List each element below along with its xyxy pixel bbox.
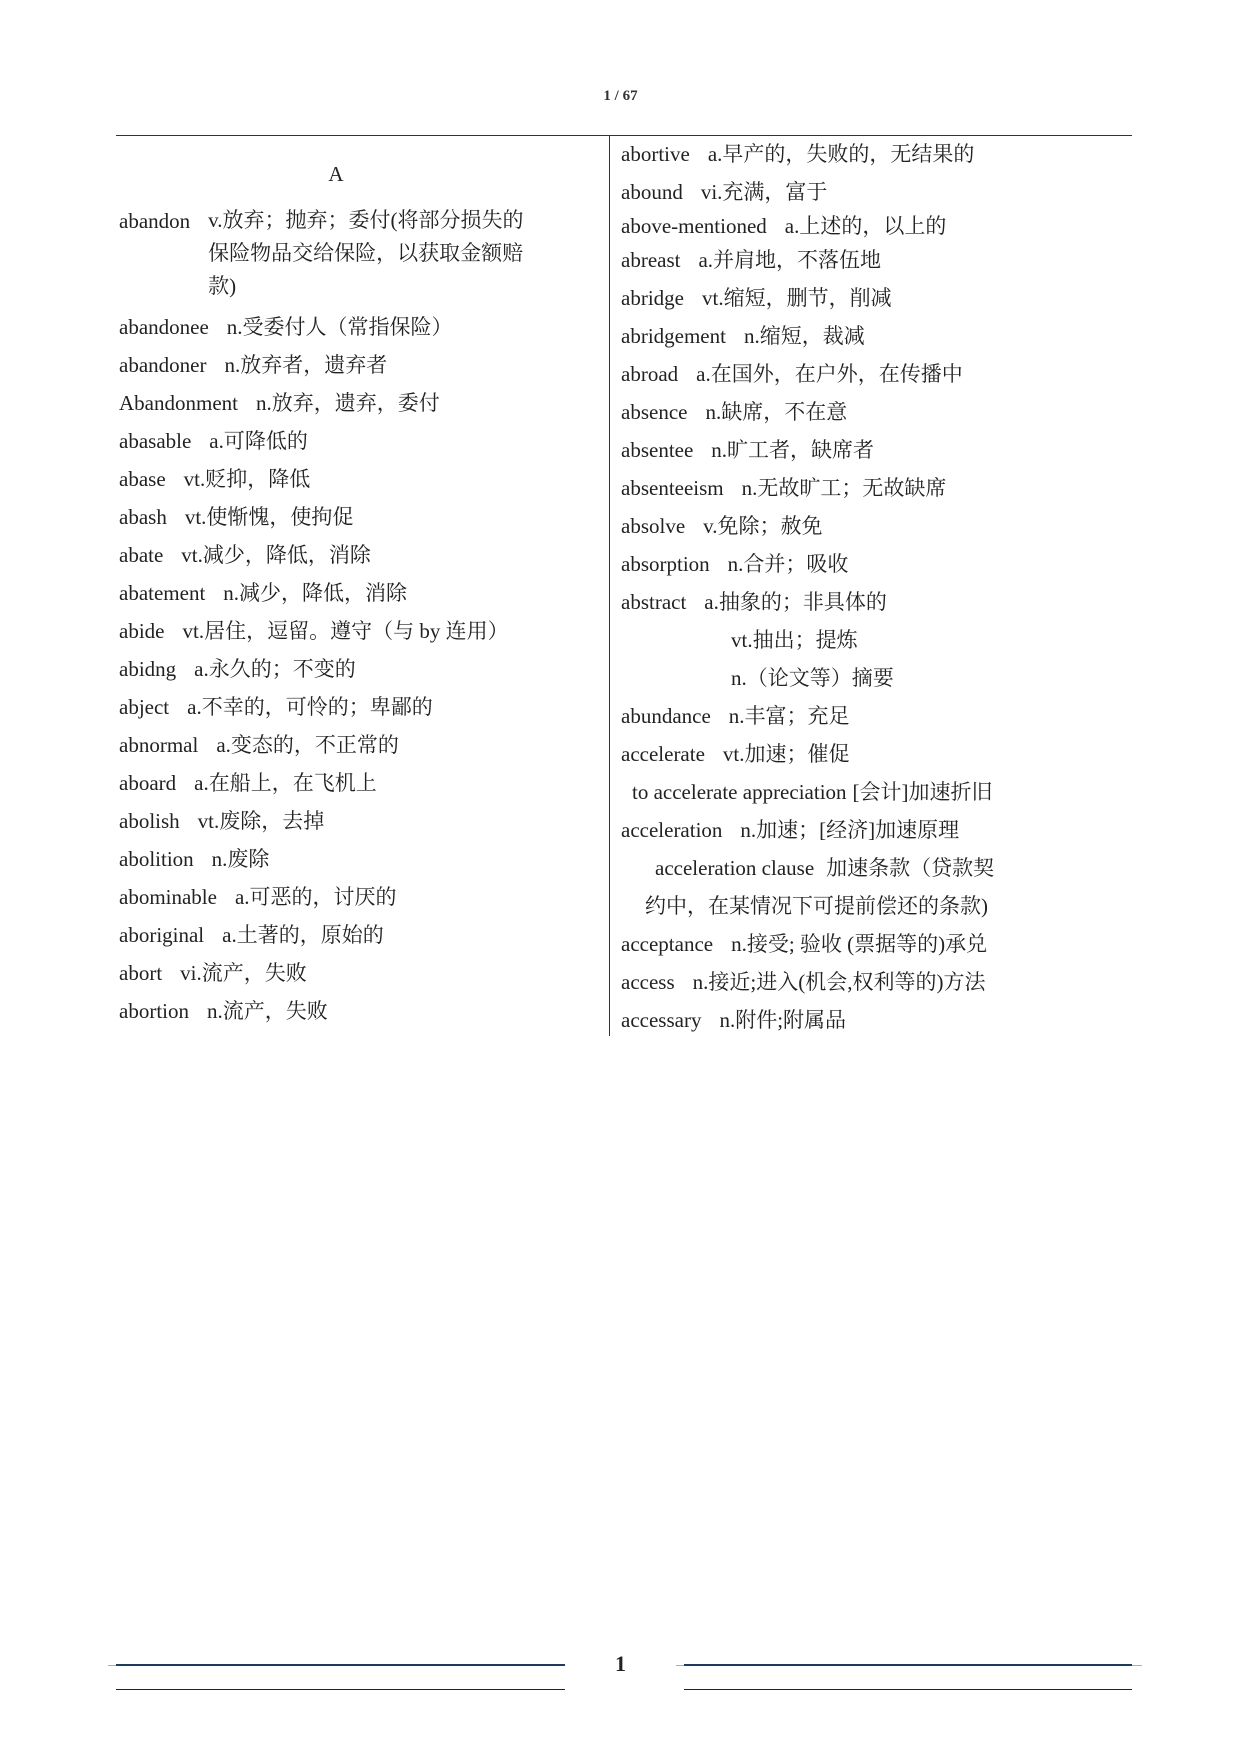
definition: vt.加速；催促 bbox=[722, 742, 850, 766]
headword: abort bbox=[119, 961, 163, 985]
dictionary-entry bbox=[621, 207, 1121, 236]
dictionary-entry bbox=[621, 849, 1121, 887]
headword: abandonee bbox=[119, 315, 209, 339]
headword: abash bbox=[119, 505, 167, 529]
definition: n.流产，失败 bbox=[206, 999, 328, 1023]
dictionary-entry bbox=[119, 916, 589, 954]
dictionary-entry bbox=[621, 735, 1121, 773]
headword: abide bbox=[119, 619, 165, 643]
headword: acceleration clause bbox=[655, 856, 815, 880]
dictionary-entry bbox=[621, 811, 1121, 849]
dictionary-entry bbox=[621, 393, 1121, 431]
definition: n.附件;附属品 bbox=[719, 1008, 847, 1032]
headword: abridgement bbox=[621, 324, 726, 348]
definition: n.减少，降低，消除 bbox=[223, 581, 408, 605]
definition: a.永久的；不变的 bbox=[194, 657, 356, 681]
headword: abortive bbox=[621, 142, 690, 166]
definition: [会计]加速折旧 bbox=[852, 780, 993, 804]
dictionary-entry bbox=[119, 688, 589, 726]
dictionary-entry bbox=[119, 954, 589, 992]
dictionary-entry bbox=[119, 840, 589, 878]
definition: a.变态的，不正常的 bbox=[216, 733, 399, 757]
headword: abandon bbox=[119, 209, 191, 233]
dictionary-entry bbox=[119, 650, 589, 688]
dictionary-entry bbox=[119, 574, 589, 612]
definition: vi.充满，富于 bbox=[700, 180, 828, 204]
definition: n.无故旷工；无故缺席 bbox=[741, 476, 947, 500]
definition: n.合并；吸收 bbox=[727, 552, 849, 576]
definition: n.缩短，裁减 bbox=[743, 324, 865, 348]
definition: n.接受; 验收 (票据等的)承兑 bbox=[731, 932, 988, 956]
definition: a.在国外，在户外，在传播中 bbox=[696, 362, 963, 386]
definition: vt.缩短，删节，削减 bbox=[701, 286, 892, 310]
dictionary-entry bbox=[119, 992, 589, 1030]
footer-rule-cap-right bbox=[1132, 1665, 1142, 1666]
dictionary-entry bbox=[119, 202, 589, 303]
dictionary-entry bbox=[621, 963, 1121, 1001]
headword: aboriginal bbox=[119, 923, 205, 947]
dictionary-entry-continuation bbox=[621, 621, 1121, 659]
headword: abate bbox=[119, 543, 164, 567]
dictionary-entry bbox=[621, 317, 1121, 355]
definition: n.放弃者，遗弃者 bbox=[224, 353, 388, 377]
headword: abundance bbox=[621, 704, 711, 728]
definition: 约中，在某情况下可提前偿还的条款) bbox=[645, 894, 988, 918]
dictionary-entry bbox=[621, 925, 1121, 963]
dictionary-entry bbox=[119, 498, 589, 536]
headword: abreast bbox=[621, 248, 681, 272]
headword: abandoner bbox=[119, 353, 207, 377]
headword: Abandonment bbox=[119, 391, 238, 415]
definition: a.土著的，原始的 bbox=[222, 923, 384, 947]
definition: n.（论文等）摘要 bbox=[731, 666, 894, 690]
dictionary-entry bbox=[621, 697, 1121, 735]
definition: a.并肩地，不落伍地 bbox=[698, 248, 882, 272]
headword: abortion bbox=[119, 999, 189, 1023]
headword: accessary bbox=[621, 1008, 702, 1032]
headword: absorption bbox=[621, 552, 710, 576]
headword: abominable bbox=[119, 885, 217, 909]
headword: absolve bbox=[621, 514, 686, 538]
headword: access bbox=[621, 970, 675, 994]
left-column bbox=[119, 155, 589, 1030]
headword: abroad bbox=[621, 362, 679, 386]
headword: abidng bbox=[119, 657, 177, 681]
footer-rule-cap-right-inner bbox=[676, 1665, 684, 1666]
definition: n.放弃，遗弃，委付 bbox=[255, 391, 440, 415]
definition: n.接近;进入(机会,权利等的)方法 bbox=[692, 970, 986, 994]
definition: v.放弃；抛弃；委付(将部分损失的保险物品交给保险，以获取金额赔款) bbox=[208, 208, 524, 298]
dictionary-entry bbox=[119, 460, 589, 498]
definition: n.加速；[经济]加速原理 bbox=[740, 818, 960, 842]
definition: n.缺席，不在意 bbox=[705, 400, 848, 424]
headword: abnormal bbox=[119, 733, 199, 757]
headword: abasable bbox=[119, 429, 192, 453]
column-divider bbox=[609, 135, 610, 1036]
headword: accelerate bbox=[621, 742, 705, 766]
dictionary-entry bbox=[621, 431, 1121, 469]
page-number: 1 bbox=[615, 1651, 626, 1676]
dictionary-entry bbox=[119, 612, 589, 650]
dictionary-entry bbox=[621, 583, 1121, 621]
dictionary-entry bbox=[119, 536, 589, 574]
dictionary-entry bbox=[119, 346, 589, 384]
definition: 加速条款（贷款契 bbox=[826, 856, 995, 880]
dictionary-entry-continuation bbox=[621, 659, 1121, 697]
headword: abridge bbox=[621, 286, 684, 310]
dictionary-entry bbox=[119, 878, 589, 916]
headword: acceleration bbox=[621, 818, 723, 842]
headword: abject bbox=[119, 695, 170, 719]
footer-rule-left-lower bbox=[116, 1689, 565, 1690]
dictionary-entry bbox=[119, 726, 589, 764]
definition: n.废除 bbox=[211, 847, 270, 871]
definition: a.不幸的，可怜的；卑鄙的 bbox=[187, 695, 433, 719]
dictionary-entry bbox=[621, 1001, 1121, 1039]
dictionary-entry bbox=[621, 173, 1121, 202]
headword: abolish bbox=[119, 809, 180, 833]
page-indicator: 1 / 67 bbox=[603, 88, 638, 104]
dictionary-entry bbox=[621, 355, 1121, 393]
dictionary-entry bbox=[621, 469, 1121, 507]
definition: vt.居住，逗留。遵守（与 by 连用） bbox=[182, 619, 509, 643]
letter-heading: A bbox=[328, 162, 344, 186]
definition: a.可恶的，讨厌的 bbox=[234, 885, 397, 909]
dictionary-entry bbox=[621, 773, 1121, 811]
headword: to accelerate appreciation bbox=[632, 780, 847, 804]
headword: above-mentioned bbox=[621, 214, 767, 238]
definition: a.抽象的；非具体的 bbox=[704, 590, 887, 614]
right-column bbox=[621, 135, 1121, 1039]
definition: a.可降低的 bbox=[209, 429, 308, 453]
definition: a.早产的，失败的，无结果的 bbox=[707, 142, 975, 166]
headword: absence bbox=[621, 400, 688, 424]
definition: n.受委付人（常指保险） bbox=[226, 315, 453, 339]
dictionary-entry-continuation bbox=[621, 887, 1121, 925]
definition: vt.减少，降低，消除 bbox=[181, 543, 371, 567]
footer-rule-right bbox=[684, 1664, 1132, 1666]
dictionary-entry bbox=[119, 384, 589, 422]
headword: acceptance bbox=[621, 932, 714, 956]
headword: abolition bbox=[119, 847, 194, 871]
headword: abatement bbox=[119, 581, 206, 605]
definition: v.免除；赦免 bbox=[703, 514, 823, 538]
dictionary-entry bbox=[119, 764, 589, 802]
headword: absentee bbox=[621, 438, 694, 462]
definition: vi.流产，失败 bbox=[180, 961, 307, 985]
dictionary-entry bbox=[119, 422, 589, 460]
dictionary-entry bbox=[621, 241, 1121, 279]
dictionary-entry bbox=[621, 545, 1121, 583]
definition: a.在船上，在飞机上 bbox=[194, 771, 377, 795]
definition: vt.使惭愧，使拘促 bbox=[184, 505, 354, 529]
dictionary-entry bbox=[119, 802, 589, 840]
headword: absenteeism bbox=[621, 476, 724, 500]
dictionary-entry bbox=[621, 135, 1121, 173]
headword: abase bbox=[119, 467, 166, 491]
definition: vt.抽出；提炼 bbox=[731, 628, 858, 652]
definition: n.丰富；充足 bbox=[728, 704, 850, 728]
definition: vt.废除，去掉 bbox=[197, 809, 325, 833]
headword: abound bbox=[621, 180, 683, 204]
definition: a.上述的，以上的 bbox=[784, 214, 947, 238]
definition: n.旷工者，缺席者 bbox=[711, 438, 875, 462]
headword: abstract bbox=[621, 590, 687, 614]
dictionary-entry bbox=[621, 279, 1121, 317]
definition: vt.贬抑，降低 bbox=[183, 467, 311, 491]
dictionary-entry bbox=[621, 507, 1121, 545]
footer-rule-right-lower bbox=[684, 1689, 1132, 1690]
dictionary-entry bbox=[119, 308, 589, 346]
headword: aboard bbox=[119, 771, 177, 795]
